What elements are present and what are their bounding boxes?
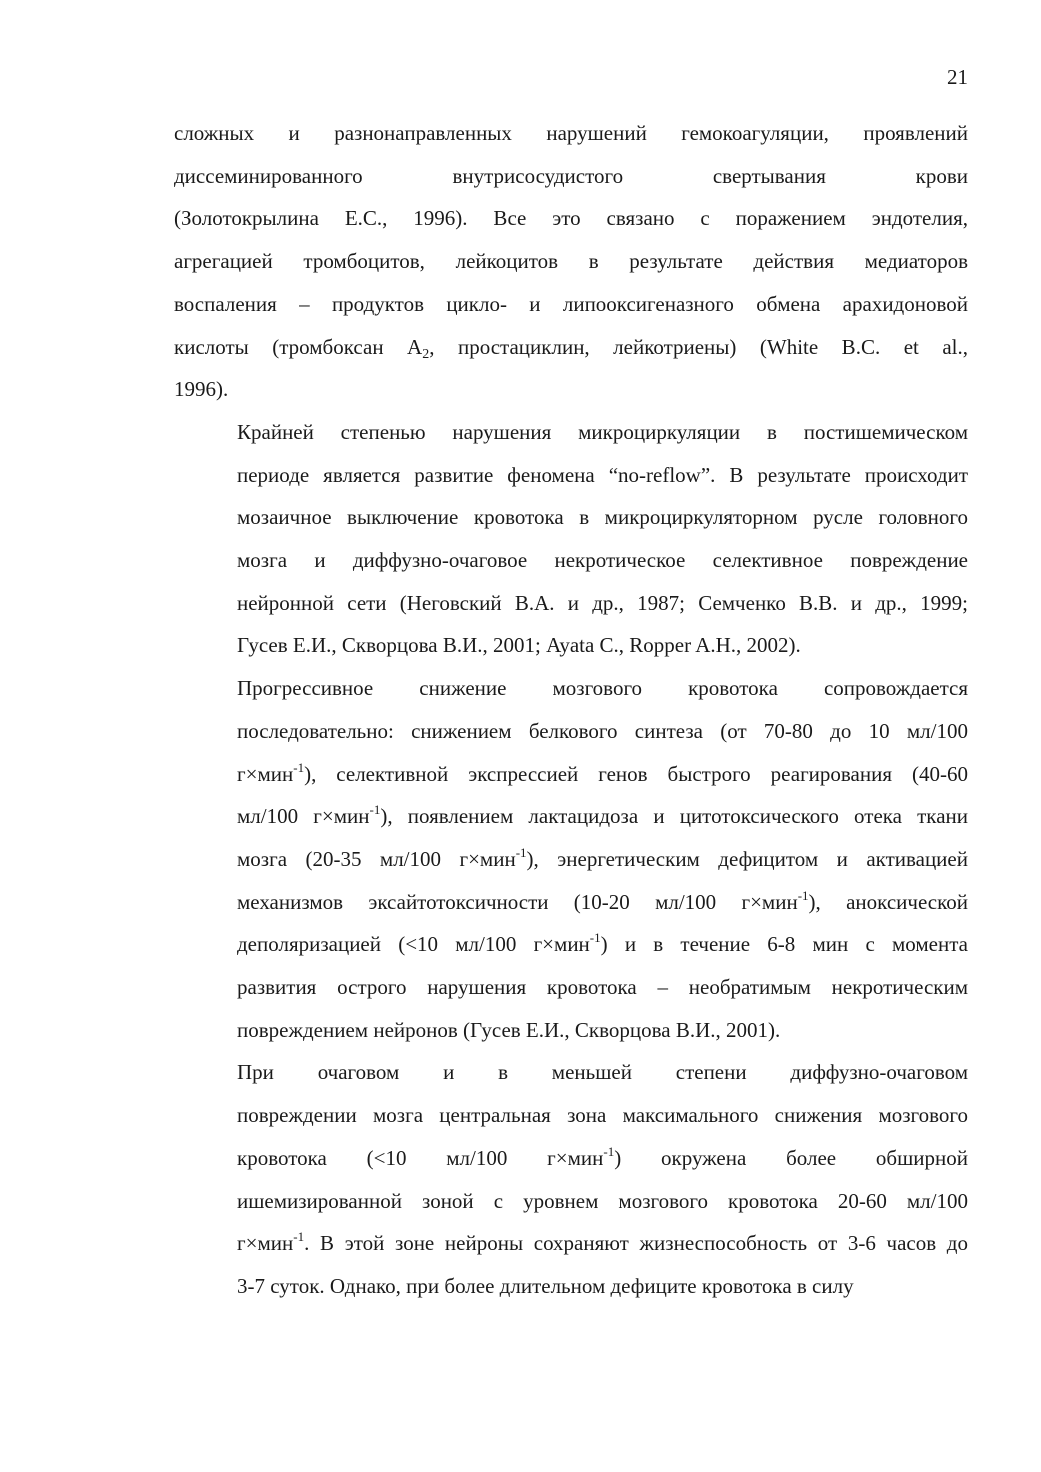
text-segment: деполяризацией (<10 мл/100 г×мин (237, 932, 590, 957)
text-line (174, 710, 968, 753)
superscript: -1 (589, 930, 601, 946)
superscript: -1 (293, 759, 305, 775)
text-line (174, 624, 968, 667)
text-segment: кислоты (тромбоксан A (174, 334, 423, 359)
page-number: 21 (947, 65, 968, 89)
text-segment: мозаичное выключение кровотока в микроциркуляторном русле головного (237, 505, 968, 530)
text-segment: агрегацией тромбоцитов, лейкоцитов в результате действия медиаторов (174, 249, 968, 274)
text-segment: последовательно: снижением белкового синтеза (от 70-80 до 10 мл/100 (237, 718, 968, 743)
text-line (174, 112, 968, 155)
paragraph (174, 112, 968, 411)
text-line (174, 411, 968, 454)
text-segment: развития острого нарушения кровотока – необратимым некротическим (237, 975, 968, 1000)
text-line (174, 496, 968, 539)
text-segment: (Золотокрылина Е.С., 1996). Все это связано с поражением эндотелия, (174, 206, 968, 231)
text-segment: мл/100 г×мин (237, 804, 370, 829)
text-segment: 1996). (174, 377, 229, 402)
text-segment: ), селективной экспрессией генов быстрого реагирования (40-60 (304, 761, 968, 786)
text-segment: воспаления – продуктов цикло- и липооксигеназного обмена арахидоновой (174, 291, 968, 316)
text-line (174, 795, 968, 838)
text-segment: повреждением нейронов (Гусев Е.И., Скворцова В.И., 2001). (237, 1017, 781, 1042)
text-segment: 3-7 суток. Однако, при более длительном дефиците кровотока в силу (237, 1273, 854, 1298)
text-segment: г×мин (237, 761, 294, 786)
text-line (174, 582, 968, 625)
text-segment: сложных и разнонаправленных нарушений гемокоагуляции, проявлений (174, 121, 968, 145)
paragraph (174, 411, 968, 667)
text-segment: Прогрессивное снижение мозгового кровотока сопровождается (237, 676, 968, 701)
text-segment: ) и в течение 6-8 мин с момента (600, 932, 968, 957)
text-line (174, 155, 968, 198)
text-line (174, 368, 968, 411)
superscript: -1 (293, 1229, 305, 1245)
text-segment: кровотока (<10 мл/100 г×мин (237, 1145, 604, 1170)
text-line (174, 1137, 968, 1180)
text-line (174, 667, 968, 710)
text-line (174, 197, 968, 240)
text-segment: ), энергетическим дефицитом и активацией (526, 846, 968, 871)
text-line (174, 881, 968, 924)
text-line (174, 838, 968, 881)
text-line (174, 1051, 968, 1094)
superscript: -1 (603, 1143, 615, 1159)
text-line (174, 966, 968, 1009)
paragraph (174, 667, 968, 1051)
text-segment: Крайней степенью нарушения микроциркуляции в постишемическом (237, 419, 968, 444)
text-line (174, 326, 968, 369)
text-line (174, 923, 968, 966)
text-line (174, 1265, 968, 1308)
text-segment: ) окружена более обширной (614, 1145, 969, 1170)
text-line (174, 454, 968, 497)
text-line (174, 753, 968, 796)
text-line (174, 1180, 968, 1223)
text-line (174, 283, 968, 326)
text-segment: ишемизированной зоной с уровнем мозгового кровотока 20-60 мл/100 (237, 1188, 968, 1213)
text-line (174, 1094, 968, 1137)
text-segment: г×мин (237, 1231, 294, 1256)
document-body (174, 112, 968, 1308)
text-segment: повреждении мозга центральная зона максимального снижения мозгового (237, 1103, 968, 1128)
superscript: -1 (797, 887, 809, 903)
subscript: 2 (422, 346, 430, 362)
text-segment: , простациклин, лейкотриены) (White B.C. et al., (429, 334, 968, 359)
text-segment: диссеминированного внутрисосудистого свертывания крови (174, 163, 968, 188)
text-line (174, 1222, 968, 1265)
text-segment: Гусев Е.И., Скворцова В.И., 2001; Ayata C., Ropper A.H., 2002). (237, 633, 801, 658)
text-segment: нейронной сети (Неговский В.А. и др., 1987; Семченко В.В. и др., 1999; (237, 590, 968, 615)
text-line (174, 240, 968, 283)
superscript: -1 (515, 844, 527, 860)
text-segment: . В этой зоне нейроны сохраняют жизнеспособность от 3-6 часов до (304, 1231, 968, 1256)
text-segment: периоде является развитие феномена “no-reflow”. В результате происходит (237, 462, 968, 487)
superscript: -1 (369, 802, 381, 818)
text-line (174, 1009, 968, 1052)
text-segment: механизмов эксайтотоксичности (10-20 мл/100 г×мин (237, 889, 798, 914)
text-segment: При очаговом и в меньшей степени диффузно-очаговом (237, 1060, 968, 1085)
text-segment: мозга и диффузно-очаговое некротическое селективное повреждение (237, 548, 968, 573)
text-line (174, 539, 968, 582)
text-segment: ), появлением лактацидоза и цитотоксического отека ткани (380, 804, 968, 829)
text-segment: мозга (20-35 мл/100 г×мин (237, 846, 516, 871)
text-segment: ), аноксической (808, 889, 968, 914)
paragraph (174, 1051, 968, 1307)
